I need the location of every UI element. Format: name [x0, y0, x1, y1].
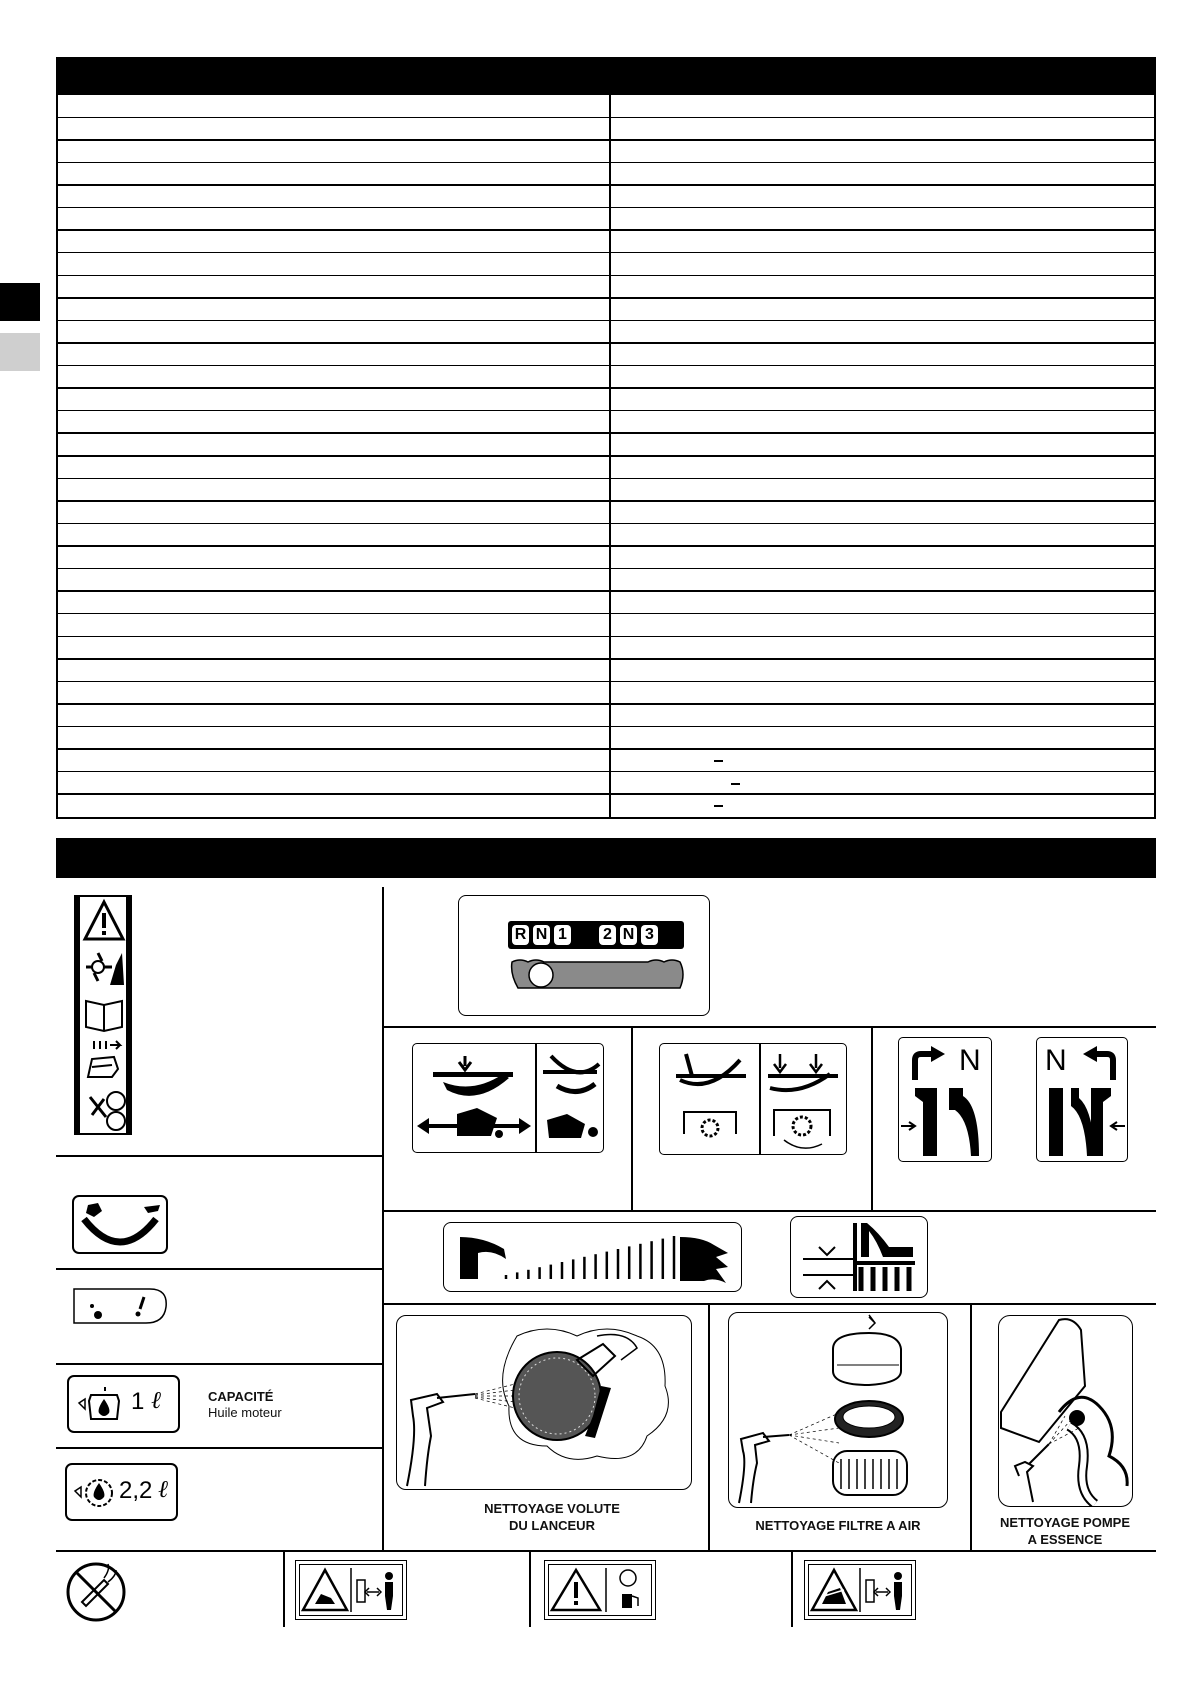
auger-hand-hazard-icon — [82, 947, 126, 989]
spec-table-row-line — [58, 432, 1154, 434]
discharge-hand-icon — [82, 1037, 126, 1083]
gear-position-0: R — [512, 925, 529, 945]
grid-line — [791, 1550, 793, 1627]
auger-lever-icon — [537, 1044, 603, 1152]
language-tab-inactive — [0, 333, 40, 371]
grid-line — [283, 1550, 285, 1627]
spec-table-row-line — [58, 139, 1154, 141]
language-tab-active — [0, 283, 40, 321]
grid-line — [382, 1303, 1156, 1305]
neutral-letter-right: N — [959, 1044, 981, 1077]
steering-trigger-icon — [1037, 1086, 1127, 1158]
spec-table-row-line — [58, 658, 1154, 660]
spec-table-row-line — [58, 726, 1154, 728]
steering-trigger-icon — [899, 1086, 991, 1158]
fuel-pump-cleaning-caption — [980, 1514, 1150, 1548]
spec-table-row-line — [58, 229, 1154, 231]
gear-position-2: 1 — [554, 925, 571, 945]
grid-line — [382, 1026, 1156, 1028]
gear-position-5: 3 — [641, 925, 658, 945]
spec-table-row-line — [58, 162, 1154, 164]
oil-volume-value: 1 — [131, 1388, 145, 1415]
thrown-object-hazard-icon — [810, 1566, 910, 1614]
grid-line — [382, 887, 384, 1552]
skid-shoe-icon — [791, 1217, 925, 1295]
spec-table-row-line — [58, 793, 1154, 795]
gear-shift-plate — [458, 895, 710, 1016]
air-filter-cleaning-illustration — [728, 1312, 948, 1508]
spec-table-row-line — [58, 590, 1154, 592]
auger-engage-icon — [760, 1044, 846, 1154]
spec-table-row-line — [58, 387, 1154, 389]
chute-cleaning-illustration — [396, 1315, 692, 1490]
gearbox-volume-unit: ℓ — [158, 1477, 168, 1503]
turn-right-arrow-icon — [907, 1046, 947, 1082]
chute-cleaning-caption — [420, 1500, 684, 1534]
neutral-letter-left: N — [1045, 1044, 1067, 1077]
caption-line: DU LANCEUR — [509, 1518, 595, 1533]
grid-line — [631, 1026, 633, 1210]
speed-decal — [72, 1195, 168, 1254]
spec-table-row-line — [58, 568, 1154, 570]
auger-rotation-decal — [659, 1043, 847, 1155]
spec-table-row-line — [58, 771, 1154, 773]
gearbox-oil-drop-icon — [71, 1473, 117, 1513]
chute-right-decal — [898, 1037, 992, 1162]
spec-table-header-bar — [56, 57, 1156, 95]
spec-table-divider — [609, 95, 611, 817]
spec-table-row-line — [58, 748, 1154, 750]
stop-fuel-icon — [550, 1566, 650, 1614]
caption-line: NETTOYAGE POMPE — [999, 1515, 1131, 1530]
grid-line — [382, 1210, 1156, 1212]
air-filter-parts-icon — [729, 1313, 947, 1507]
discharge-distance-decal — [295, 1560, 407, 1620]
spec-table-row-line — [58, 207, 1154, 209]
spec-table-row-line — [58, 681, 1154, 683]
no-hands-icon — [82, 1087, 126, 1133]
skid-height-decal — [790, 1216, 928, 1298]
gear-position-1: N — [533, 925, 550, 945]
grid-line — [56, 1550, 1156, 1552]
grid-line — [970, 1303, 972, 1550]
spec-table-row-line — [58, 455, 1154, 457]
grid-line — [56, 1447, 382, 1449]
grid-line — [708, 1303, 710, 1550]
gearbox-volume-value: 2,2 — [119, 1477, 153, 1504]
gear-position-3: 2 — [599, 925, 616, 945]
stop-refuel-decal — [544, 1560, 656, 1620]
oil-volume-unit: ℓ — [151, 1388, 161, 1414]
chute-left-decal — [1036, 1037, 1128, 1162]
air-filter-cleaning-caption — [718, 1517, 958, 1534]
gearbox-capacity-decal — [65, 1463, 178, 1521]
spec-table-row-line — [58, 342, 1154, 344]
oil-capacity-decal — [67, 1375, 180, 1433]
dash-mark — [731, 783, 740, 785]
gear-position-4: N — [620, 925, 637, 945]
fuel-pump-engine-icon — [999, 1316, 1132, 1506]
spec-table-row-line — [58, 523, 1154, 525]
spec-table-row-line — [58, 184, 1154, 186]
deflector-scale-icon — [444, 1223, 740, 1289]
drive-lever-icon — [413, 1044, 535, 1152]
turn-left-arrow-icon — [1081, 1046, 1121, 1082]
spec-table — [56, 95, 1156, 819]
spec-table-row-line — [58, 613, 1154, 615]
chute-pitch-decal — [443, 1222, 742, 1292]
grid-line — [56, 1155, 382, 1157]
auger-drive-decal — [412, 1043, 604, 1153]
manual-book-icon — [82, 993, 126, 1033]
capacity-subtitle: Huile moteur — [208, 1405, 282, 1420]
safety-icon-strip — [74, 895, 132, 1135]
dash-mark — [714, 805, 723, 807]
auger-stop-icon — [660, 1044, 758, 1154]
grid-line — [56, 1268, 382, 1270]
spec-table-row-line — [58, 636, 1154, 638]
falling-hazard-distance-decal — [804, 1560, 916, 1620]
warning-triangle-icon — [82, 899, 126, 943]
discharge-hazard-icon — [301, 1566, 401, 1614]
grid-line — [56, 1363, 382, 1365]
speed-arc-icon — [74, 1197, 166, 1252]
caption-line: NETTOYAGE VOLUTE — [484, 1501, 620, 1516]
spec-table-row-line — [58, 320, 1154, 322]
spec-table-row-line — [58, 252, 1154, 254]
no-smoking-icon — [64, 1560, 128, 1624]
spec-table-row-line — [58, 500, 1154, 502]
spec-table-row-line — [58, 545, 1154, 547]
spec-table-row-line — [58, 297, 1154, 299]
caption-line: A ESSENCE — [1027, 1532, 1103, 1547]
spec-table-row-line — [58, 410, 1154, 412]
symbols-header-bar — [56, 838, 1156, 878]
grid-line — [871, 1026, 873, 1210]
caption-line: NETTOYAGE FILTRE A AIR — [755, 1518, 921, 1533]
engine-oil-drop-icon — [75, 1385, 125, 1425]
spec-table-row-line — [58, 478, 1154, 480]
switch-plate-icon — [70, 1285, 170, 1325]
air-gun-chute-icon — [397, 1316, 691, 1488]
dash-mark — [714, 760, 723, 762]
spec-table-row-line — [58, 365, 1154, 367]
spec-table-row-line — [58, 703, 1154, 705]
spec-table-row-line — [58, 275, 1154, 277]
capacity-title: CAPACITÉ — [208, 1389, 274, 1404]
light-switch-decal — [70, 1285, 170, 1325]
grid-line — [529, 1550, 531, 1627]
gear-slot — [508, 956, 688, 992]
fuel-pump-cleaning-illustration — [998, 1315, 1133, 1507]
spec-table-row-line — [58, 117, 1154, 119]
